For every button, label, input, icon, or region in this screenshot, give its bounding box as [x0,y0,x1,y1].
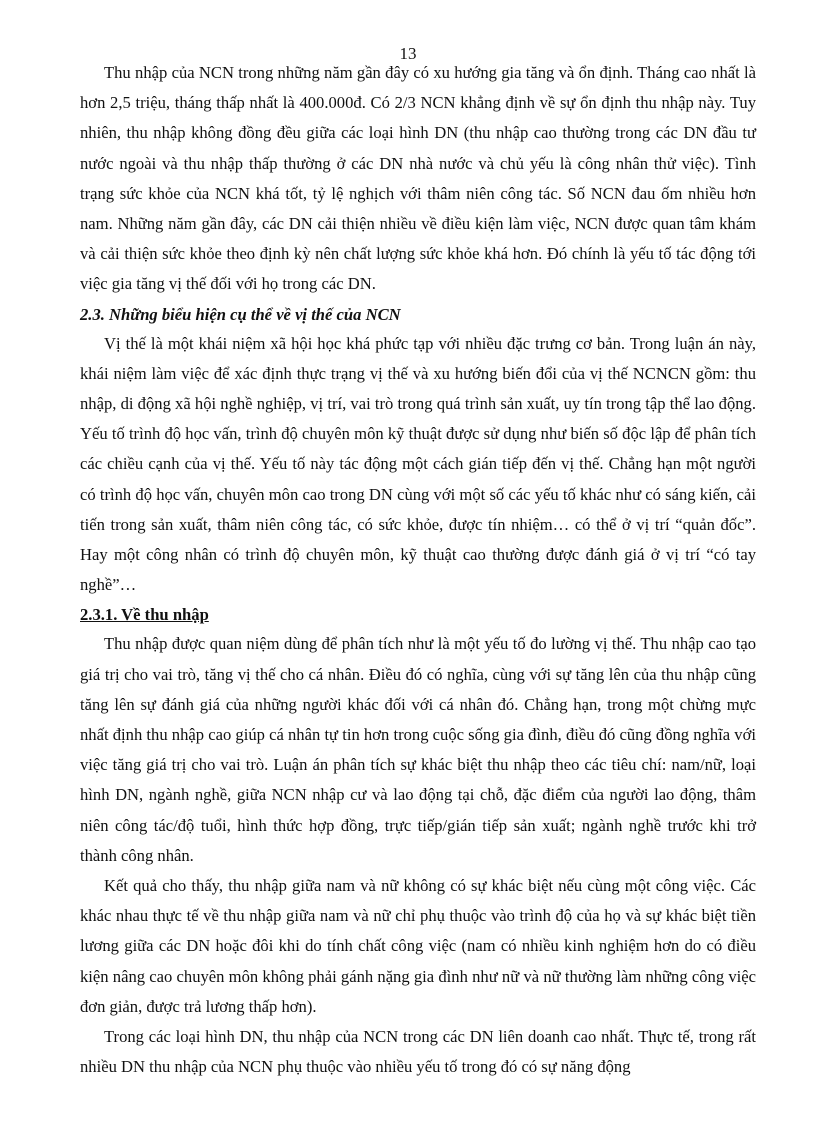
paragraph-enterprise-types: Trong các loại hình DN, thu nhập của NCN trong các DN liên doanh cao nhất. Thực tế, trong rất nhiều DN thu nhập của NCN phụ thuộc vào nhiều yếu tố trong đó có sự năng động [80,1027,756,1077]
paragraph-income-stability: Thu nhập của NCN trong những năm gần đây có xu hướng gia tăng và ổn định. Tháng cao nhất là hơn 2,5 triệu, tháng thấp nhất là 400.000đ. Có 2/3 NCN khẳng định về sự ổn định thu nhập này. Tuy nhiên, thu nhập không đồng đều giữa các loại hình DN (thu nhập cao thường trong các DN đầu tư nước ngoài và thu nhập thấp thường ở các DN nhà nước và chủ yếu là công nhân thử việc). Tình trạng sức khỏe của NCN khá tốt, tỷ lệ nghịch với thâm niên công tác. Số NCN đau ốm nhiều hơn nam. Những năm gần đây, các DN cải thiện nhiều về điều kiện làm việc, NCN được quan tâm khám và cải thiện sức khỏe theo định kỳ nên chất lượng sức khỏe khá hơn. Đó chính là yếu tố tác động tới việc gia tăng vị thế đối với họ trong các DN. [80,63,756,294]
section-heading-2-3: 2.3. Những biểu hiện cụ thể về vị thế của NCN [80,304,401,324]
paragraph-gender-income: Kết quả cho thấy, thu nhập giữa nam và nữ không có sự khác biệt nếu cùng một công việc. Các khác nhau thực tế về thu nhập giữa nam và nữ chỉ phụ thuộc vào trình độ của họ và sự khác biệt tiền lương giữa các DN hoặc đôi khi do tính chất công việc (nam có nhiều kinh nghiệm hơn do có điều kiện nâng cao chuyên môn không phải gánh nặng gia đình như nữ và nữ thường làm những công việc đơn giản, được trả lương thấp hơn). [80,876,756,1016]
subsection-heading-2-3-1: 2.3.1. Về thu nhập [80,605,209,625]
page-content [80,58,756,1083]
paragraph-status-concept: Vị thế là một khái niệm xã hội học khá phức tạp với nhiều đặc trưng cơ bản. Trong luận án này, khái niệm làm việc để xác định thực trạng vị thế và xu hướng biến đổi của vị thế NCNCN gồm: thu nhập, di động xã hội nghề nghiệp, vị trí, vai trò trong quá trình sản xuất, uy tín trong tập thể lao động. Yếu tố trình độ học vấn, trình độ chuyên môn kỹ thuật được sử dụng như biến số độc lập để phân tích các chiều cạnh của vị thế. Yếu tố này tác động một cách gián tiếp đến vị thế. Chẳng hạn một người có trình độ học vấn, chuyên môn cao trong DN cùng với một số các yếu tố khác như có sáng kiến, cải tiến trong sản xuất, thâm niên công tác, có sức khỏe, được tín nhiệm… có thể ở vị trí “quản đốc”. Hay một công nhân có trình độ chuyên môn, kỹ thuật cao thường được đánh giá ở vị trí “có tay nghề”… [80,333,756,595]
page-number: 13 [399,44,417,63]
paragraph-income-measure: Thu nhập được quan niệm dùng để phân tích như là một yếu tố đo lường vị thế. Thu nhập cao tạo giá trị cho vai trò, tăng vị thế cho cá nhân. Điều đó có nghĩa, cùng với sự tăng lên của thu nhập cũng tăng lên sự đánh giá của những người khác đối với cá nhân đó. Chẳng hạn, trong một chừng mực nhất định thu nhập cao giúp cá nhân tự tin hơn trong cuộc sống gia đình, điều đó cũng đồng nghĩa với việc tăng giá trị cho vai trò. Luận án phân tích sự khác biệt thu nhập theo các tiêu chí: nam/nữ, loại hình DN, ngành nghề, giữa NCN nhập cư và lao động tại chỗ, đặc điểm của người lao động, thâm niên công tác/độ tuổi, hình thức hợp đồng, trực tiếp/gián tiếp sản xuất; ngành nghề trước khi trở thành công nhân. [80,634,756,865]
